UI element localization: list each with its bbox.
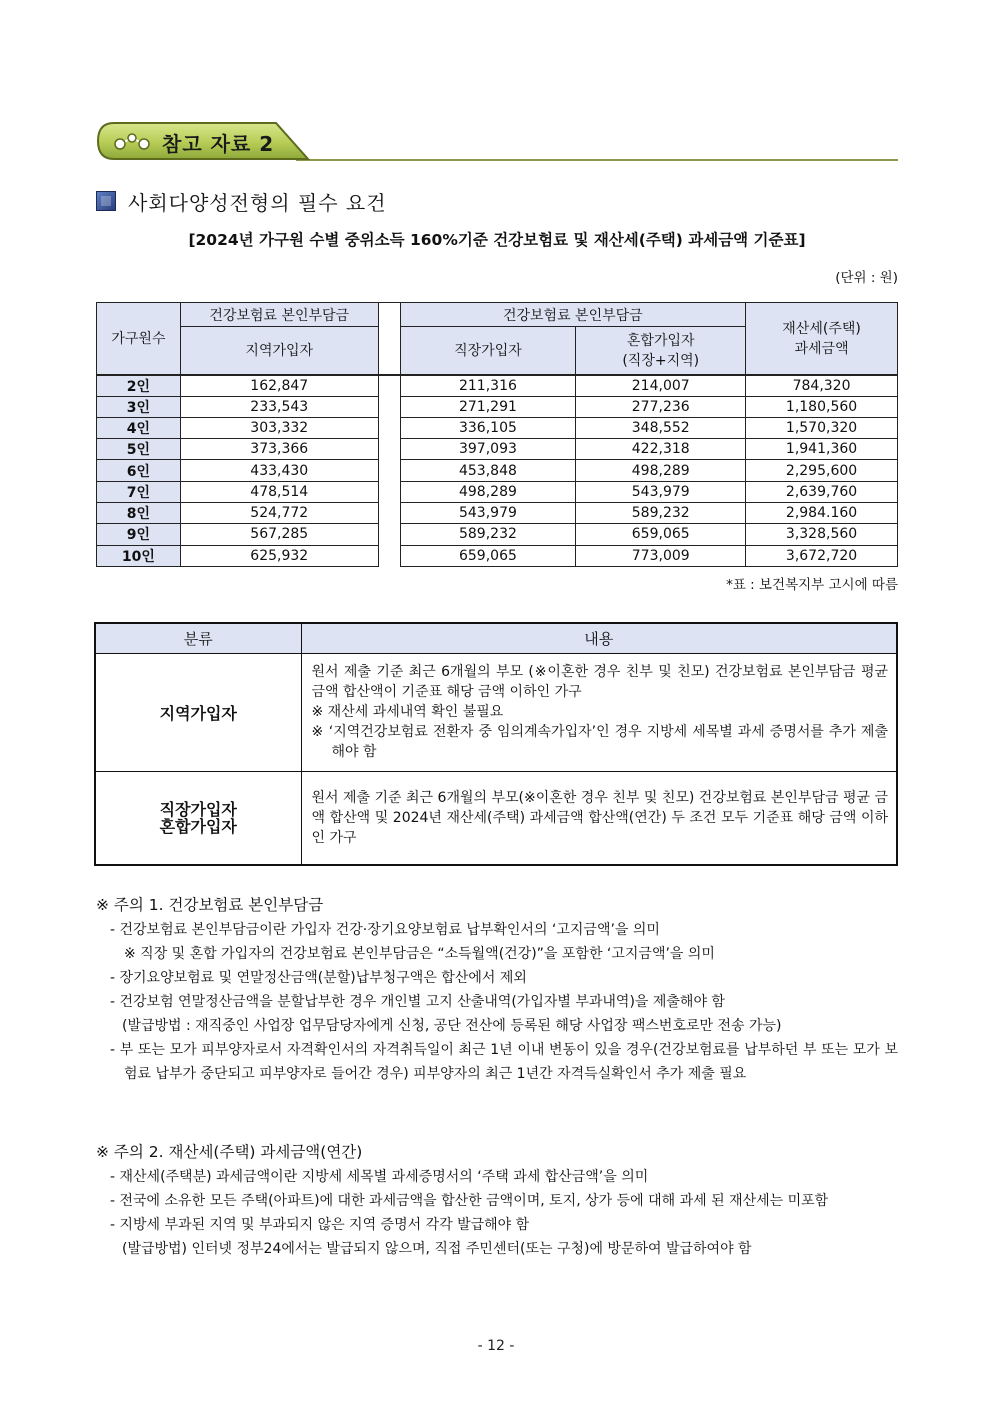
molecule-icon	[112, 128, 152, 154]
table-row	[97, 417, 898, 438]
mixed-cell: 773,009	[576, 545, 746, 566]
content-text: 원서 제출 기준 최근 6개월의 부모(※이혼한 경우 친부 및 친모) 건강보험료 본인부담금 평균 금액 합산액 및 2024년 재산세(주택) 과세금액 합산액(연간) 두 조건 모두 기준표 해당 금액 이하인 가구	[311, 789, 888, 846]
workplace-cell: 271,291	[400, 396, 576, 417]
content-reference: ※ ‘지역건강보험료 전환자 중 임의계속가입자’인 경우 지방세 세목별 과세 증명서를 추가 제출해야 함	[311, 724, 888, 760]
regional-cell: 233,543	[180, 396, 378, 417]
household-cell: 6인	[97, 460, 181, 481]
page-number: - 12 -	[477, 1338, 515, 1354]
table-row	[97, 481, 898, 502]
note-line: - 전국에 소유한 모든 주택(아파트)에 대한 과세금액을 합산한 금액이며, 토지, 상가 등에 대해 과세 된 재산세는 미포함	[110, 1193, 829, 1209]
header-tax	[746, 303, 898, 375]
regional-cell: 625,932	[180, 545, 378, 566]
category-content-regional	[301, 653, 897, 771]
tax-cell: 2,295,600	[746, 460, 898, 481]
workplace-cell: 336,105	[400, 417, 576, 438]
header-tax-line2: 과세금액	[794, 341, 849, 358]
mixed-cell: 348,552	[576, 417, 746, 438]
table-row	[97, 524, 898, 545]
content-text: 원서 제출 기준 최근 6개월의 부모 (※이혼한 경우 친부 및 친모) 건강보험료 본인부담금 평균 금액 합산액이 기준표 해당 금액 이하인 가구	[311, 664, 888, 700]
reference-header	[96, 121, 898, 163]
tax-cell: 784,320	[746, 375, 898, 397]
table-row	[97, 375, 898, 397]
mixed-cell: 214,007	[576, 375, 746, 397]
table-title: [2024년 가구원 수별 중위소득 160%기준 건강보험료 및 재산세(주택) 과세금액 기준표]	[188, 231, 806, 249]
mixed-cell: 422,318	[576, 439, 746, 460]
category-content-work-mixed	[301, 771, 897, 865]
regional-cell: 524,772	[180, 502, 378, 523]
unit-label: (단위 : 원)	[835, 270, 898, 286]
note-line: - 건강보험료 본인부담금이란 가입자 건강·장기요양보험료 납부확인서의 ‘고지금액’을 의미	[110, 922, 660, 938]
table-row	[97, 439, 898, 460]
table-gap	[378, 303, 400, 375]
regional-cell: 373,366	[180, 439, 378, 460]
category-table	[94, 622, 898, 866]
header-rule	[296, 159, 898, 161]
table-gap	[378, 545, 400, 566]
note-1	[96, 893, 898, 1086]
note-2	[96, 1140, 898, 1261]
workplace-cell: 453,848	[400, 460, 576, 481]
table-row	[97, 502, 898, 523]
note-line: - 부 또는 모가 피부양자로서 자격확인서의 자격취득일이 최근 1년 이내 변동이 있을 경우(건강보험료를 납부하던 부 또는 모가 보험료 납부가 중단되고 피부양자로 들어간 경우) 피부양자의 최근 1년간 자격득실확인서 추가 제출 필요	[110, 1042, 898, 1082]
household-cell: 2인	[97, 375, 181, 397]
table-row	[97, 460, 898, 481]
household-cell: 7인	[97, 481, 181, 502]
note-line: - 재산세(주택분) 과세금액이란 지방세 세목별 과세증명서의 ‘주택 과세 합산금액’을 의미	[110, 1169, 649, 1185]
regional-cell: 567,285	[180, 524, 378, 545]
header-mixed-line2: (직장+지역)	[622, 353, 700, 370]
household-cell: 10인	[97, 545, 181, 566]
mixed-cell: 659,065	[576, 524, 746, 545]
workplace-cell: 543,979	[400, 502, 576, 523]
category-label-regional: 지역가입자	[95, 653, 301, 771]
category-label-work-mixed	[95, 771, 301, 865]
table-gap	[378, 460, 400, 481]
table-gap	[378, 502, 400, 523]
category-label-line1: 직장가입자	[159, 799, 237, 819]
regional-cell: 303,332	[180, 417, 378, 438]
household-cell: 9인	[97, 524, 181, 545]
header-group-work: 건강보험료 본인부담금	[400, 303, 746, 327]
regional-cell: 162,847	[180, 375, 378, 397]
header-group-regional: 건강보험료 본인부담금	[180, 303, 378, 327]
source-note: *표 : 보건복지부 고시에 따름	[726, 577, 898, 593]
mixed-cell: 277,236	[576, 396, 746, 417]
household-cell: 5인	[97, 439, 181, 460]
header-mixed-line1: 혼합가입자	[626, 333, 695, 350]
tax-cell: 1,570,320	[746, 417, 898, 438]
note-heading: ※ 주의 1. 건강보험료 본인부담금	[96, 896, 324, 914]
note-line: - 지방세 부과된 지역 및 부과되지 않은 지역 증명서 각각 발급해야 함	[110, 1217, 530, 1233]
table-gap	[378, 375, 400, 397]
workplace-cell: 498,289	[400, 481, 576, 502]
header-tab-label: 참고 자료 2	[162, 132, 275, 156]
mixed-cell: 589,232	[576, 502, 746, 523]
section-title	[96, 188, 387, 214]
household-cell: 8인	[97, 502, 181, 523]
household-cell: 3인	[97, 396, 181, 417]
standard-table	[96, 302, 898, 567]
tax-cell: 3,672,720	[746, 545, 898, 566]
header-household: 가구원수	[97, 303, 181, 375]
regional-cell: 433,430	[180, 460, 378, 481]
tax-cell: 2,984.160	[746, 502, 898, 523]
header-regional: 지역가입자	[180, 327, 378, 375]
table-gap	[378, 481, 400, 502]
header-mixed	[576, 327, 746, 375]
table-row	[95, 653, 897, 771]
header-tax-line1: 재산세(주택)	[782, 321, 861, 338]
content-reference: ※ 재산세 과세내역 확인 불필요	[311, 704, 504, 720]
tax-cell: 1,941,360	[746, 439, 898, 460]
workplace-cell: 211,316	[400, 375, 576, 397]
workplace-cell: 589,232	[400, 524, 576, 545]
note-line: ※ 직장 및 혼합 가입자의 건강보험료 본인부담금은 “소득월액(건강)”을 포함한 ‘고지금액’을 의미	[124, 946, 715, 962]
table-gap	[378, 439, 400, 460]
note-line: (발급방법) 인터넷 정부24에서는 발급되지 않으며, 직접 주민센터(또는 구청)에 방문하여 발급하여야 함	[122, 1241, 752, 1257]
household-cell: 4인	[97, 417, 181, 438]
note-line: - 장기요양보험료 및 연말정산금액(분할)납부청구액은 합산에서 제외	[110, 970, 527, 986]
square-bullet-icon	[96, 191, 116, 211]
note-line: - 건강보험 연말정산금액을 분할납부한 경우 개인별 고지 산출내역(가입자별 부과내역)을 제출해야 함	[110, 994, 725, 1010]
workplace-cell: 397,093	[400, 439, 576, 460]
table-gap	[378, 524, 400, 545]
table-gap	[378, 396, 400, 417]
workplace-cell: 659,065	[400, 545, 576, 566]
header-workplace: 직장가입자	[400, 327, 576, 375]
tax-cell: 1,180,560	[746, 396, 898, 417]
table-row	[95, 771, 897, 865]
section-title-text: 사회다양성전형의 필수 요건	[128, 190, 387, 215]
regional-cell: 478,514	[180, 481, 378, 502]
mixed-cell: 498,289	[576, 460, 746, 481]
table-gap	[378, 417, 400, 438]
table-row	[97, 396, 898, 417]
header-category: 분류	[95, 623, 301, 653]
note-heading: ※ 주의 2. 재산세(주택) 과세금액(연간)	[96, 1143, 363, 1161]
tax-cell: 3,328,560	[746, 524, 898, 545]
table-row	[97, 545, 898, 566]
tax-cell: 2,639,760	[746, 481, 898, 502]
category-label-line2: 혼합가입자	[159, 816, 237, 836]
note-line: (발급방법 : 재직중인 사업장 업무담당자에게 신청, 공단 전산에 등록된 해당 사업장 팩스번호로만 전송 가능)	[122, 1018, 782, 1034]
mixed-cell: 543,979	[576, 481, 746, 502]
header-content: 내용	[301, 623, 897, 653]
